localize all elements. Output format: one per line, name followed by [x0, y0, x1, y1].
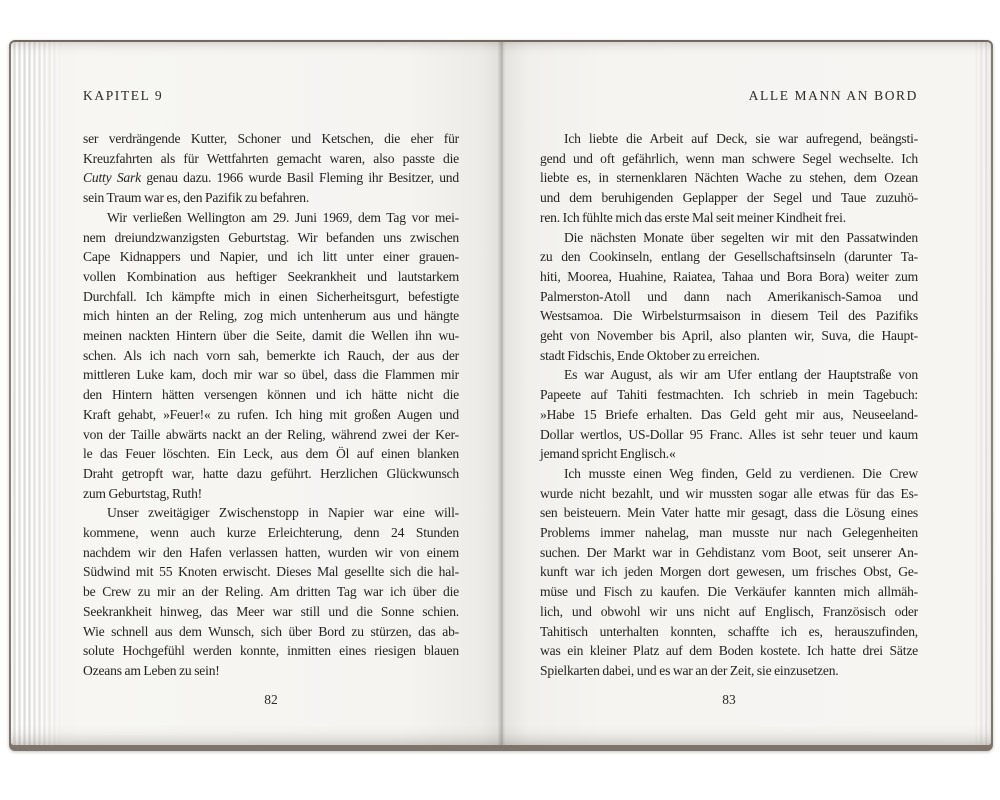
text-line: den Hintern hätten versengen können und ich hätte nicht die: [83, 387, 459, 403]
text-line: suchen. Der Markt war in Gehdistanz vom Boot, seit unserer An-: [540, 544, 918, 560]
text-line: hiti, Moorea, Huahine, Raiatea, Tahaa und Bora Bora) weiter zum: [540, 268, 918, 284]
text-line: liebte es, in sternenklaren Nächten Wache zu stehen, dem Ozean: [540, 170, 918, 186]
text-line: Südwind mit 55 Knoten erwischt. Dieses Mal gesellte sich die hal-: [83, 564, 459, 580]
text-line: Kraft gehabt, »Feuer!« zu rufen. Ich hing mit großen Augen und: [83, 406, 459, 422]
text-line: Seekrankheit hinweg, das Meer war still und die Sonne schien.: [83, 603, 459, 619]
text-line: schen. Als ich nach vorn sah, bemerkte ich Rauch, der aus der: [83, 347, 459, 363]
text-line: zum Geburtstag, Ruth!: [83, 485, 203, 501]
text-line: meinen nackten Hintern über die Seite, damit die Wellen ihn wu-: [83, 328, 459, 344]
text-line: Spielkarten dabei, und es war an der Zeit, sie einzusetzen.: [540, 662, 839, 678]
text-line: Papeete auf Tahiti festmachten. Ich schrieb in mein Tagebuch:: [540, 387, 918, 403]
left-page-number: 82: [264, 692, 278, 707]
text-line: Draht getropft war, hatte dazu geführt. Herzlichen Glückwunsch: [83, 465, 459, 481]
text-line: ser verdrängende Kutter, Schoner und Ketschen, die eher für: [83, 131, 459, 146]
text-line: Wie schnell aus dem Wunsch, sich über Bord zu stürzen, das ab-: [83, 623, 459, 639]
text-line: ren. Ich fühlte mich das erste Mal seit meiner Kindheit frei.: [540, 209, 846, 225]
text-line: Unser zweitägiger Zwischenstopp in Napier war eine will-: [107, 505, 459, 521]
left-page: [75, 42, 498, 745]
text-line: stadt Fidschis, Ende Oktober zu erreichen.: [540, 347, 760, 363]
right-page: [506, 42, 968, 745]
text-line: Durchfall. Ich kämpfte mich in einen Sicherheitsgurt, befestigte: [83, 288, 459, 304]
text-line: Cape Kidnappers und Napier, und ich litt unter einer grauen-: [83, 249, 459, 265]
text-line: und dem beruhigenden Geplapper der Segel und Taue zuzuhö-: [540, 190, 918, 206]
running-head-title: ALLE MANN AN BORD: [748, 88, 918, 103]
book-gutter: [498, 42, 506, 745]
book: [9, 40, 993, 751]
text-line: solute Hochgefühl werden konnte, inmitten eines riesigen blauen: [83, 643, 459, 659]
page-edge-stack-left: [11, 42, 75, 745]
left-page-text-column: [83, 129, 459, 681]
text-line: kunft war ich jeden Morgen dort gewesen, um frisches Obst, Ge-: [540, 564, 918, 580]
text-line: von der Taille abwärts nackt an der Reling, während zwei der Ker-: [83, 426, 459, 442]
right-page-text-column: [540, 129, 918, 681]
text-line: sein Traum war es, den Pazifik zu befahren.: [83, 190, 310, 206]
text-line: Ich liebte die Arbeit auf Deck, sie war aufregend, beängsti-: [564, 131, 918, 146]
text-line: Cutty Sark genau dazu. 1966 wurde Basil Fleming ihr Besitzer, und: [83, 170, 459, 186]
text-line: was ein kleiner Platz auf dem Boden kostete. Ich hatte drei Sätze: [540, 643, 918, 659]
text-line: Tahitisch unterhalten konnten, schaffte ich es, herauszufinden,: [540, 623, 918, 639]
text-line: zu den Cookinseln, entlang der Gesellschaftsinseln (darunter Ta-: [540, 249, 918, 265]
text-line: be Crew zu mir an der Reling. Am dritten Tag war ich über die: [83, 584, 459, 600]
text-line: Dollar wertlos, US-Dollar 95 Franc. Alles ist sehr teuer und kaum: [540, 426, 918, 442]
text-line: mittleren Luke kam, doch mir war so übel, dass die Flammen mir: [83, 367, 459, 383]
text-line: lich, und obwohl wir uns nicht auf Englisch, Französisch oder: [540, 603, 918, 619]
text-line: Ich musste einen Weg finden, Geld zu verdienen. Die Crew: [564, 465, 918, 481]
text-line: Wir verließen Wellington am 29. Juni 1969, dem Tag vor mei-: [107, 209, 459, 225]
text-line: gend und oft gefährlich, wenn man schwere Segel wechselte. Ich: [540, 150, 918, 166]
book-spread: [11, 42, 991, 745]
text-line: le das Feuer löschten. Ein Leck, aus dem Öl auf einen blanken: [83, 446, 459, 462]
text-line: »Habe 15 Briefe erhalten. Das Geld geht mir aus, Neuseeland-: [540, 406, 918, 422]
text-line: mich hinten an der Reling, zog mich untenherum aus und hängte: [83, 308, 459, 324]
text-line: nachdem wir den Hafen verlassen hatten, wurden wir von einem: [83, 544, 459, 560]
text-line: müse und Fisch zu kaufen. Die Verkäufer kannten mich allmäh-: [540, 584, 918, 600]
right-page-number: 83: [722, 692, 736, 707]
text-line: Es war August, als wir am Ufer entlang der Hauptstraße von: [564, 367, 918, 383]
text-line: Palmerston-Atoll und dann nach Amerikanisch-Samoa und: [540, 288, 918, 304]
text-line: sen beisteuern. Mein Vater hatte mir gesagt, dass die Lösung eines: [540, 505, 918, 521]
text-line: jemand spricht Englisch.«: [540, 446, 676, 462]
text-line: Problems immer nahelag, man musste nur nach Gelegenheiten: [540, 525, 918, 541]
text-line: wurde nicht bezahlt, und wir mussten sogar alle etwas für das Es-: [540, 485, 918, 501]
text-line: Westsamoa. Die Wirbelsturmsaison in diesem Teil des Pazifiks: [540, 308, 918, 324]
text-line: vollen Kombination aus heftiger Seekrankheit und lautstarkem: [83, 268, 459, 284]
text-line: nem dreiundzwanzigsten Geburtstag. Wir befanden uns zwischen: [83, 229, 459, 245]
running-head-chapter: KAPITEL 9: [83, 88, 164, 103]
text-line: Die nächsten Monate über segelten wir mit den Passatwinden: [564, 229, 918, 245]
page-edge-stack-right: [968, 42, 991, 745]
text-line: kommene, wenn auch kurze Erleichterung, denn 24 Stunden: [83, 525, 459, 541]
text-line: geht von November bis April, also planten wir, Suva, die Haupt-: [540, 328, 918, 344]
text-line: Kreuzfahrten als für Wettfahrten gemacht waren, also passte die: [83, 150, 459, 166]
text-line: Ozeans am Leben zu sein!: [83, 662, 220, 678]
